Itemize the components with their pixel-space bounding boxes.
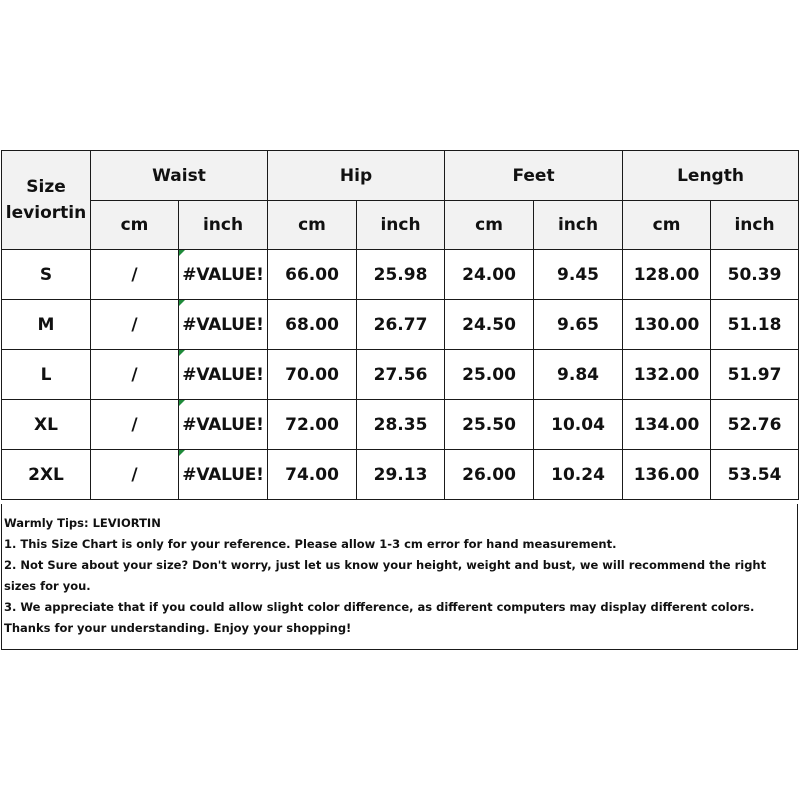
size-header-cell: Size leviortin bbox=[2, 151, 91, 250]
size-label-cell: XL bbox=[2, 400, 91, 450]
feet-inch-cell: 9.84 bbox=[534, 350, 623, 400]
waist-cm-cell: / bbox=[91, 250, 179, 300]
hip-cm-cell: 68.00 bbox=[268, 300, 357, 350]
waist-cm-cell: / bbox=[91, 300, 179, 350]
unit-header-row bbox=[2, 201, 799, 250]
length-cm-cell: 130.00 bbox=[623, 300, 711, 350]
feet-inch-cell: 10.24 bbox=[534, 450, 623, 500]
length-inch-cell: 51.97 bbox=[711, 350, 799, 400]
hip-inch-cell: 27.56 bbox=[357, 350, 445, 400]
length-inch-cell: 51.18 bbox=[711, 300, 799, 350]
hip-inch-cell: 29.13 bbox=[357, 450, 445, 500]
hip-cm-cell: 70.00 bbox=[268, 350, 357, 400]
size-chart-table bbox=[1, 150, 799, 500]
unit-header-cell: inch bbox=[711, 201, 799, 250]
length-inch-cell: 53.54 bbox=[711, 450, 799, 500]
hip-cm-cell: 74.00 bbox=[268, 450, 357, 500]
tips-line-1: 1. This Size Chart is only for your reference. Please allow 1-3 cm error for hand measurement. bbox=[4, 537, 617, 551]
tips-heading: Warmly Tips: LEVIORTIN bbox=[4, 516, 161, 530]
hip-inch-cell: 28.35 bbox=[357, 400, 445, 450]
length-cm-cell: 128.00 bbox=[623, 250, 711, 300]
feet-cm-cell: 25.50 bbox=[445, 400, 534, 450]
waist-cm-cell: / bbox=[91, 400, 179, 450]
unit-header-cell: inch bbox=[179, 201, 268, 250]
length-cm-cell: 132.00 bbox=[623, 350, 711, 400]
error-flag-icon bbox=[179, 400, 185, 406]
feet-cm-cell: 24.50 bbox=[445, 300, 534, 350]
length-cm-cell: 134.00 bbox=[623, 400, 711, 450]
length-inch-cell: 50.39 bbox=[711, 250, 799, 300]
error-flag-icon bbox=[179, 450, 185, 456]
size-label-cell: L bbox=[2, 350, 91, 400]
group-header-hip: Hip bbox=[268, 151, 445, 201]
feet-inch-cell: 9.45 bbox=[534, 250, 623, 300]
feet-cm-cell: 25.00 bbox=[445, 350, 534, 400]
size-label-cell: M bbox=[2, 300, 91, 350]
table-row bbox=[2, 350, 799, 400]
unit-header-cell: cm bbox=[445, 201, 534, 250]
waist-inch-cell: #VALUE! bbox=[179, 300, 268, 350]
waist-cm-cell: / bbox=[91, 350, 179, 400]
tips-line-3: 3. We appreciate that if you could allow slight color difference, as different computers may display different colors. bbox=[4, 600, 755, 614]
hip-inch-cell: 26.77 bbox=[357, 300, 445, 350]
waist-inch-cell: #VALUE! bbox=[179, 250, 268, 300]
hip-inch-cell: 25.98 bbox=[357, 250, 445, 300]
feet-cm-cell: 26.00 bbox=[445, 450, 534, 500]
group-header-length: Length bbox=[623, 151, 799, 201]
hip-cm-cell: 66.00 bbox=[268, 250, 357, 300]
group-header-feet: Feet bbox=[445, 151, 623, 201]
table-row bbox=[2, 300, 799, 350]
unit-header-cell: cm bbox=[268, 201, 357, 250]
waist-inch-cell: #VALUE! bbox=[179, 450, 268, 500]
tips-closing: Thanks for your understanding. Enjoy your shopping! bbox=[4, 621, 352, 635]
error-flag-icon bbox=[179, 350, 185, 356]
unit-header-cell: inch bbox=[357, 201, 445, 250]
group-header-waist: Waist bbox=[91, 151, 268, 201]
size-label-cell: 2XL bbox=[2, 450, 91, 500]
unit-header-cell: cm bbox=[91, 201, 179, 250]
feet-inch-cell: 9.65 bbox=[534, 300, 623, 350]
error-flag-icon bbox=[179, 300, 185, 306]
feet-inch-cell: 10.04 bbox=[534, 400, 623, 450]
waist-inch-cell: #VALUE! bbox=[179, 400, 268, 450]
table-row bbox=[2, 400, 799, 450]
length-cm-cell: 136.00 bbox=[623, 450, 711, 500]
hip-cm-cell: 72.00 bbox=[268, 400, 357, 450]
unit-header-cell: inch bbox=[534, 201, 623, 250]
length-inch-cell: 52.76 bbox=[711, 400, 799, 450]
warmly-tips-box bbox=[1, 504, 798, 650]
feet-cm-cell: 24.00 bbox=[445, 250, 534, 300]
unit-header-cell: cm bbox=[623, 201, 711, 250]
error-flag-icon bbox=[179, 250, 185, 256]
tips-line-2: 2. Not Sure about your size? Don't worry, just let us know your height, weight and bust, we will recommend the right sizes for you. bbox=[4, 558, 767, 593]
waist-cm-cell: / bbox=[91, 450, 179, 500]
waist-inch-cell: #VALUE! bbox=[179, 350, 268, 400]
table-row bbox=[2, 450, 799, 500]
table-row bbox=[2, 250, 799, 300]
group-header-row bbox=[2, 151, 799, 201]
size-label-cell: S bbox=[2, 250, 91, 300]
